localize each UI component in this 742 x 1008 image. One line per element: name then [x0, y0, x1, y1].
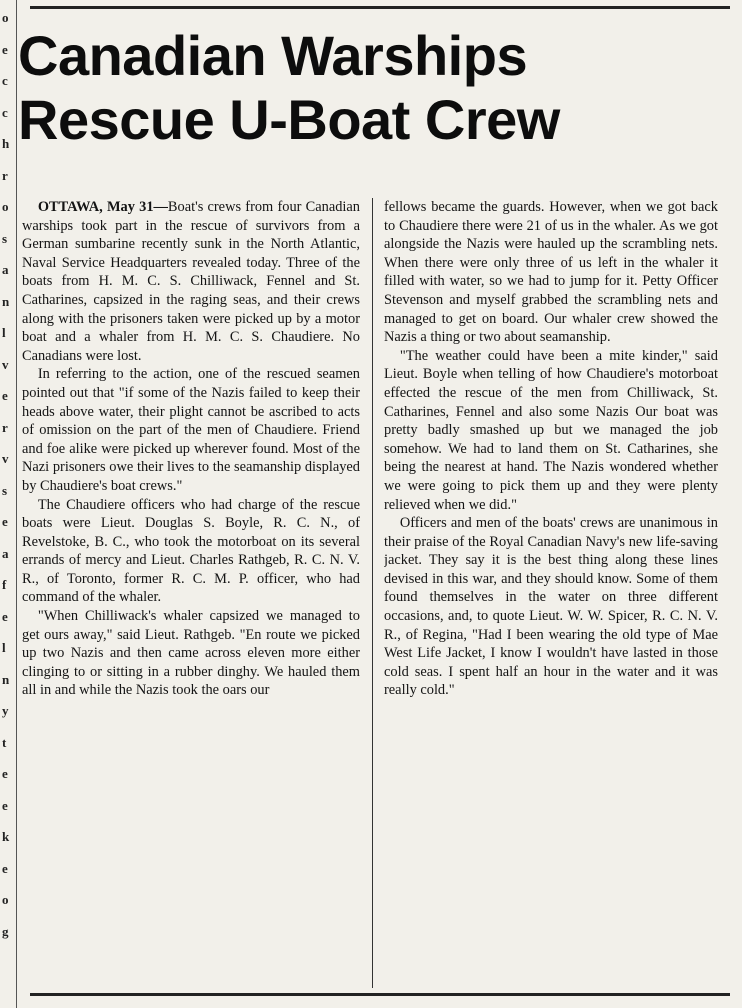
margin-letter: n [2, 671, 10, 687]
headline-line-1: Canadian Warships [18, 24, 528, 87]
headline [18, 24, 738, 152]
dateline: OTTAWA, May 31— [37, 199, 168, 215]
article-paragraph: "When Chilliwack's whaler capsized we managed to get ours away," said Lieut. Rathgeb. "En route we picked up two Nazis and then came across eleven more either clinging to or sitting in a rubber dinghy. We hauled them all in and while the Nazis took the oars our [22, 608, 360, 699]
article-paragraph: OTTAWA, May 31—Boat's crews from four Canadian warships took part in the rescue of survivors from a German sumbarine recently sunk in the North Atlantic, Naval Service Headquarters revealed today. Three of the boats from H. M. C. S. Chilliwack, Fennel and St. Catharines, capsized in the raging seas, and their crews along with the prisoners taken were picked up by a motor boat and a whaler from H. M. C. S. Chaudiere. No Canadians were lost. [22, 199, 360, 364]
margin-letter: e [2, 860, 8, 876]
margin-letter: v [2, 451, 9, 466]
column-divider [372, 198, 373, 988]
article-column-left [22, 198, 360, 990]
margin-letter: a [2, 262, 9, 277]
article-paragraph: In referring to the action, one of the rescued seamen pointed out that "if some of the Nazis failed to keep their heads above water, their plight cannot be ascribed to acts of omission on the part of the men of Chaudiere. Friend and foe alike were picked up wherever found. Most of the Nazi prisoners owe their lives to the seamanship displayed by Chaudiere's boat crews." [22, 366, 360, 494]
article-column-right [384, 198, 718, 990]
margin-letter: c [2, 104, 8, 120]
margin-letter: t [2, 734, 7, 750]
margin-letter: l [2, 325, 6, 340]
bottom-rule [30, 993, 730, 996]
article-paragraph: The Chaudiere officers who had charge of the rescue boats were Lieut. Douglas S. Boyle, R. C. N., of Revelstoke, B. C., who took the motorboat on its several errands of mercy and Lieut. Charles Rathgeb, R. C. N. V. R., of Toronto, former R. C. M. P. officer, who had command of the whaler. [22, 496, 360, 606]
adjacent-column-fragment [0, 0, 17, 1008]
article-paragraph: Officers and men of the boats' crews are unanimous in their praise of the Royal Canadian Navy's new life-saving jacket. They say it is the best thing along these lines devised in this war, and they should know. Some of them found themselves in the water on three different occasions, and, to quote Lieut. W. W. Spicer, R. C. N. V. R., of Regina, "Had I been wearing the old type of Mae West Life Jacket, I know I wouldn't have lasted in those cold seas. I spent half an hour in the water and it was really cold." [384, 515, 718, 699]
margin-letter: e [2, 388, 8, 403]
headline-line-2: Rescue U-Boat Crew [18, 88, 560, 151]
margin-letter: v [2, 356, 9, 372]
margin-letter: f [2, 577, 7, 592]
margin-letter: e [2, 766, 8, 781]
margin-letter: g [2, 923, 9, 939]
top-rule [30, 6, 730, 9]
margin-letter: e [2, 797, 8, 813]
margin-letter: s [2, 482, 8, 498]
article-paragraph: "The weather could have been a mite kinder," said Lieut. Boyle when telling of how Chaudiere's motorboat effected the rescue of the men from Chilliwack, St. Catharines, Fennel and also some Nazis Our boat was pretty badly smashed up but we managed the job somehow. We had to land them on St. Catharines, she being the nearest at hand. The Nazis wondered whether we were going to pick them up and they were plenty relieved when we did." [384, 347, 718, 513]
margin-letter: o [2, 199, 9, 214]
margin-letter: o [2, 10, 9, 25]
margin-letter: a [2, 545, 9, 561]
margin-letter: y [2, 703, 9, 718]
margin-letter: e [2, 514, 8, 529]
margin-letter: h [2, 136, 10, 151]
margin-letter: l [2, 640, 6, 655]
margin-letter: r [2, 419, 8, 435]
margin-letter: s [2, 230, 8, 246]
margin-letter: o [2, 892, 9, 907]
article-paragraph: fellows became the guards. However, when we got back to Chaudiere there were 21 of us in the whaler. As we got alongside the Nazis were hauled up the scrambling nets. When there were only three of us left in the whaler it filled with water, so we had to jump for it. Petty Officer Stevenson and myself grabbed the scrambling nets and managed to get on board. Our whaler crew showed the Nazis a thing or two about seamanship. [384, 199, 718, 346]
margin-letter: n [2, 293, 10, 309]
margin-letter: e [2, 41, 8, 57]
margin-letter: e [2, 608, 8, 624]
margin-letter: r [2, 167, 8, 183]
margin-letter: c [2, 73, 8, 88]
margin-letter: k [2, 829, 10, 844]
